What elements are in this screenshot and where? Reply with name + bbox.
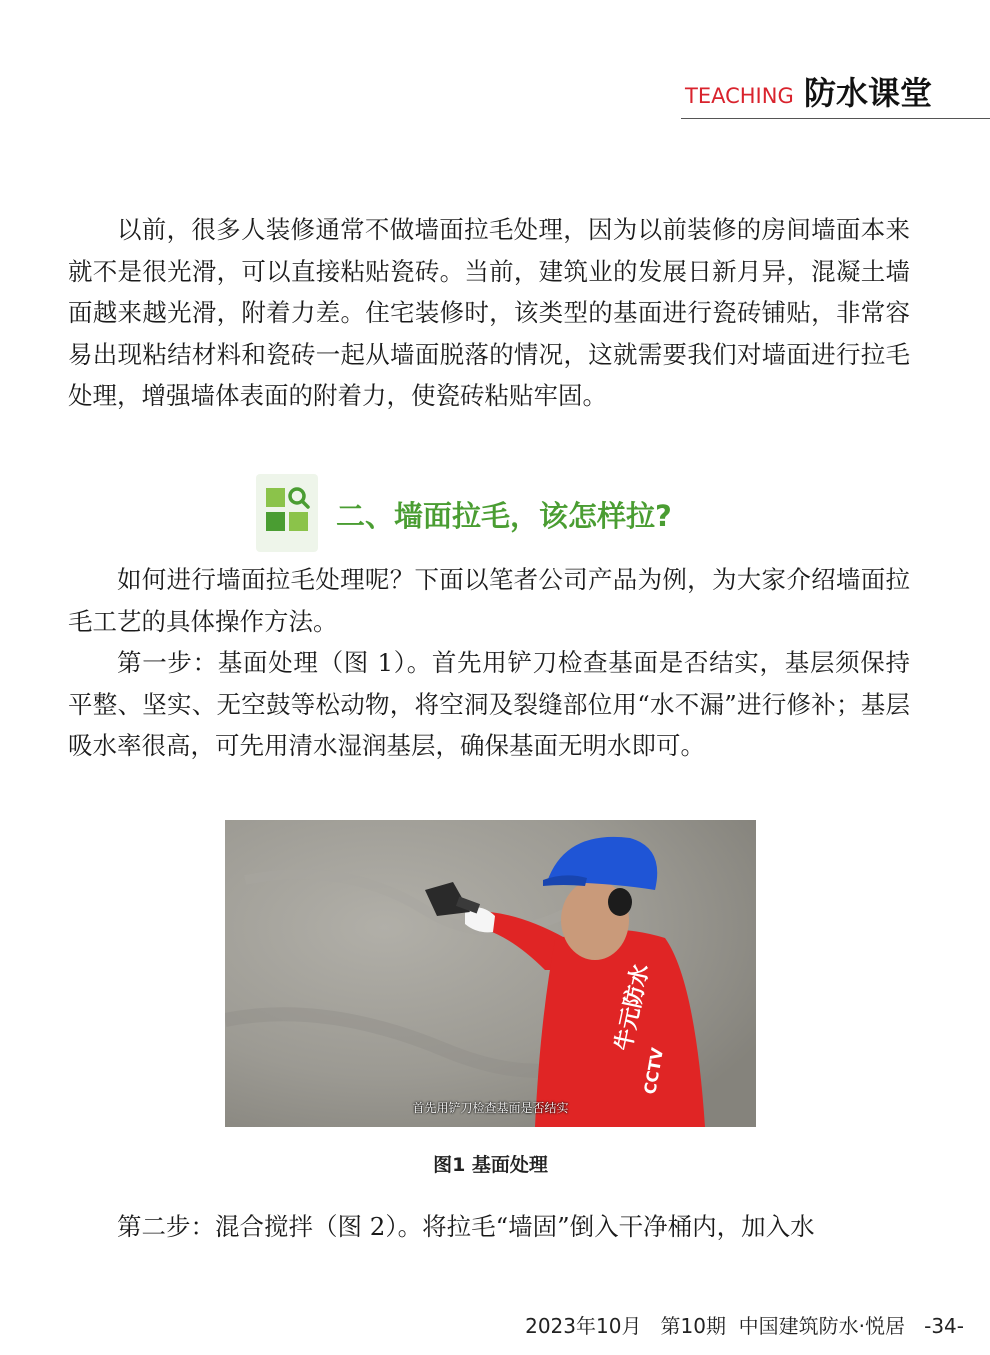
paragraph-step-two: 第二步：混合搅拌（图 2）。将拉毛“墙固”倒入干净桶内，加入水 <box>117 1212 815 1241</box>
worker-photo-illustration <box>225 820 756 1127</box>
paragraph-step-one: 第一步：基面处理（图 1）。首先用铲刀检查基面是否结实，基层须保持平整、坚实、无空鼓等松动物，将空洞及裂缝部位用“水不漏”进行修补；基层吸水率很高，可先用清水湿润基层，确保基面无明水即可。 <box>68 648 910 760</box>
paragraph-method-intro: 如何进行墙面拉毛处理呢？下面以笔者公司产品为例，为大家介绍墙面拉毛工艺的具体操作方法。 <box>68 565 910 636</box>
header-english-label: TEACHING <box>685 84 794 108</box>
page-header <box>681 62 990 119</box>
section-title: 二、墙面拉毛，该怎样拉? <box>336 499 672 533</box>
video-subtitle: 首先用铲刀检查基面是否结实 <box>412 1101 569 1115</box>
figure-photo <box>225 820 756 1127</box>
shirt-cctv-text: CCTV <box>640 1046 668 1096</box>
shirt-brand-text: 牛元防水 <box>611 961 655 1054</box>
header-chinese-label: 防水课堂 <box>804 74 933 112</box>
paragraph-intro: 以前，很多人装修通常不做墙面拉毛处理，因为以前装修的房间墙面本来就不是很光滑，可以直接粘贴瓷砖。当前，建筑业的发展日新月异，混凝土墙面越来越光滑，附着力差。住宅装修时，该类型的基面进行瓷砖铺贴，非常容易出现粘结材料和瓷砖一起从墙面脱落的情况，这就需要我们对墙面进行拉毛处理，增强墙体表面的附着力，使瓷砖粘贴牢固。 <box>68 215 910 410</box>
figure-caption: 图1 基面处理 <box>433 1154 548 1176</box>
search-grid-icon <box>256 474 318 552</box>
section-heading <box>256 474 736 552</box>
page-footer: 2023年10月 第10期 中国建筑防水·悦居 -34- <box>525 1314 964 1338</box>
